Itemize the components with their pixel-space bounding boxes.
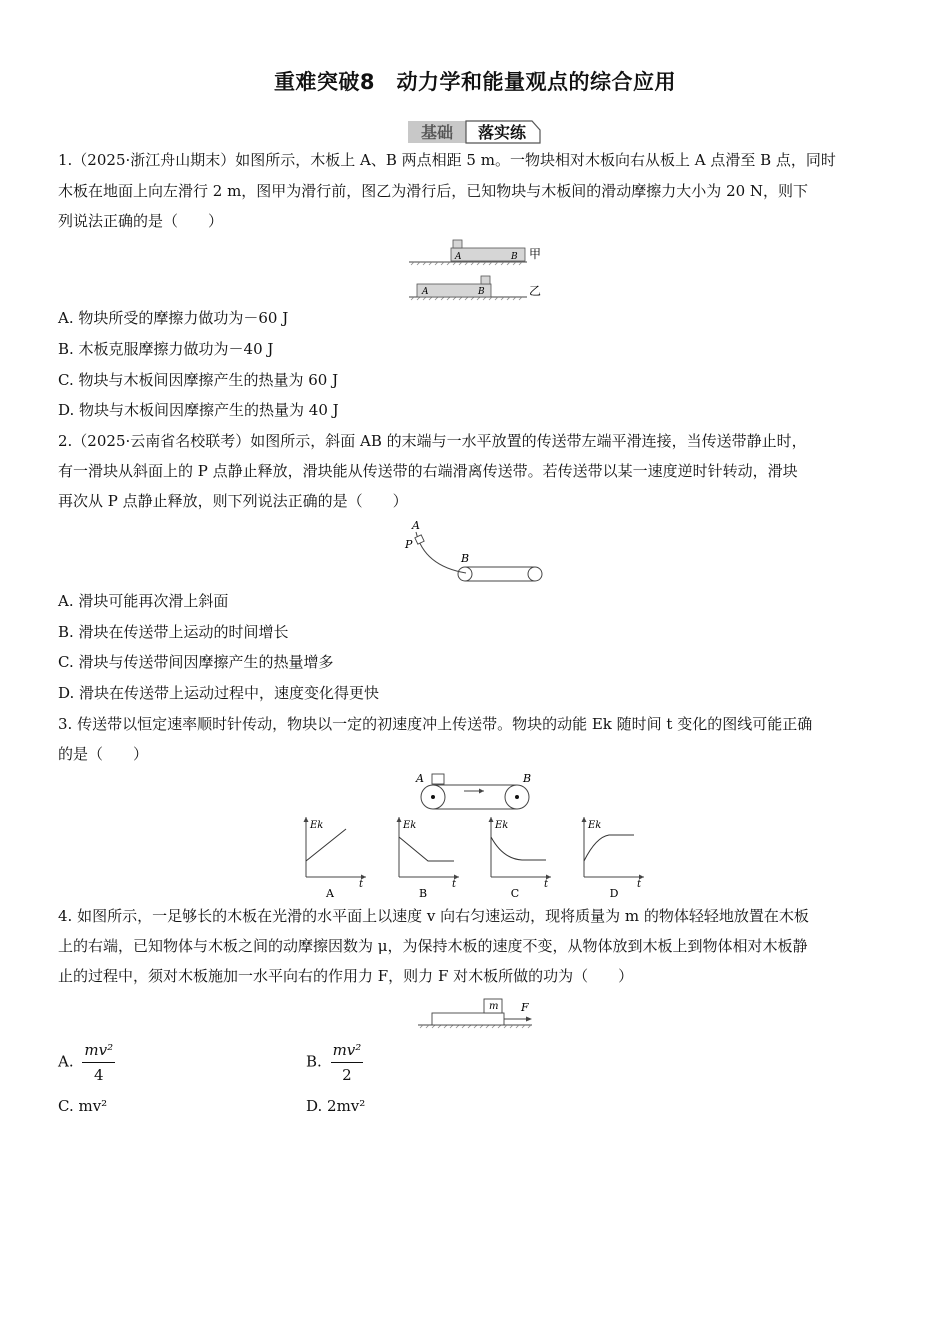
q3-graph-b-name: B	[418, 887, 428, 900]
q4-option-b-fraction	[331, 1040, 364, 1085]
q4-option-b-prefix: B.	[306, 1052, 322, 1071]
q2-label-p: P	[405, 538, 413, 551]
q3-conveyor-figure	[412, 770, 538, 814]
q4-label-m: m	[489, 1001, 499, 1012]
q3-graph-c-xlabel: t	[544, 879, 549, 890]
q4-option-b[interactable]	[306, 1040, 363, 1085]
q4-option-d[interactable]: D. 2mv²	[306, 1097, 366, 1115]
q1-figure	[405, 236, 555, 302]
q2-line-2: 有一滑块从斜面上的 P 点静止释放，滑块能从传送带的右端滑离传送带。若传送带以某一速度逆时针转动，滑块	[58, 462, 798, 480]
q2-figure	[402, 518, 548, 584]
section-tag	[408, 118, 542, 144]
q3-line-1: 3. 传送带以恒定速率顺时针传动，物块以一定的初速度冲上传送带。物块的动能 Ek 随时间 t 变化的图线可能正确	[58, 715, 813, 733]
q1-option-b[interactable]: B. 木板克服摩擦力做功为－40 J	[58, 340, 274, 358]
q4-option-a[interactable]	[58, 1040, 115, 1085]
q2-line-1: 2.（2025·云南省名校联考）如图所示，斜面 AB 的末端与一水平放置的传送带左端平滑连接，当传送带静止时，	[58, 432, 807, 450]
q4-figure	[414, 994, 540, 1032]
page-title: 重难突破8 动力学和能量观点的综合应用	[273, 70, 677, 94]
q1-line-1: 1.（2025·浙江舟山期末）如图所示，木板上 A、B 两点相距 5 m。一物块相对木板向右从板上 A 点滑至 B 点，同时	[58, 151, 836, 169]
q2-option-a[interactable]: A. 滑块可能再次滑上斜面	[58, 592, 229, 610]
q4-option-a-fraction	[82, 1040, 115, 1085]
q3-graph-b-ylabel: Ek	[403, 820, 417, 831]
q3-graph-b-xlabel: t	[452, 879, 457, 890]
q1-option-a[interactable]: A. 物块所受的摩擦力做功为－60 J	[58, 309, 289, 327]
q4-option-a-prefix: A.	[58, 1052, 74, 1071]
q3-graph-a-name: A	[326, 887, 334, 900]
q3-graph-b[interactable]	[397, 817, 460, 900]
q1-label-b-top: B	[511, 252, 518, 262]
q1-option-c[interactable]: C. 物块与木板间因摩擦产生的热量为 60 J	[58, 371, 339, 389]
q3-graph-c[interactable]	[489, 817, 552, 900]
q3-line-2: 的是（ ）	[58, 745, 149, 763]
q3-graph-d-xlabel: t	[637, 879, 642, 890]
q3-graph-d-ylabel: Ek	[588, 820, 602, 831]
q4-option-a-numerator: mv²	[82, 1040, 115, 1063]
q2-option-d[interactable]: D. 滑块在传送带上运动过程中，速度变化得更快	[58, 684, 380, 702]
q2-option-b[interactable]: B. 滑块在传送带上运动的时间增长	[58, 623, 289, 641]
q4-option-b-numerator: mv²	[331, 1040, 364, 1063]
q2-label-b: B	[461, 552, 470, 565]
q1-label-a-top: A	[455, 252, 462, 262]
q3-graph-a-ylabel: Ek	[310, 820, 324, 831]
q3-graph-c-ylabel: Ek	[495, 820, 509, 831]
q3-graphs	[296, 815, 652, 901]
q3-graph-a-xlabel: t	[359, 879, 364, 890]
q4-line-3: 止的过程中，须对木板施加一水平向右的作用力 F，则力 F 对木板所做的功为（ ）	[58, 967, 634, 985]
q4-line-1: 4. 如图所示，一足够长的木板在光滑的水平面上以速度 v 向右匀速运动，现将质量为 m 的物体轻轻地放置在木板	[58, 907, 809, 925]
q1-line-3: 列说法正确的是（ ）	[58, 212, 224, 230]
q4-label-f: F	[521, 1001, 529, 1014]
q3-graph-d[interactable]	[582, 817, 645, 900]
q2-label-a: A	[412, 519, 420, 532]
q2-line-3: 再次从 P 点静止释放，则下列说法正确的是（ ）	[58, 492, 408, 510]
q1-line-2: 木板在地面上向左滑行 2 m，图甲为滑行前，图乙为滑行后，已知物块与木板间的滑动摩擦力大小为 20 N，则下	[58, 182, 809, 200]
q4-option-b-denominator: 2	[342, 1066, 352, 1084]
section-tag-right: 落实练	[477, 123, 527, 142]
q1-label-jia: 甲	[529, 247, 542, 261]
q3-graph-c-name: C	[510, 887, 520, 900]
section-tag-left: 基础	[420, 123, 454, 142]
q4-line-2: 上的右端，已知物体与木板之间的动摩擦因数为 μ，为保持木板的速度不变，从物体放到木板上到物体相对木板静	[58, 937, 808, 955]
q1-label-b-bottom: B	[478, 287, 485, 297]
q4-option-a-denominator: 4	[93, 1066, 104, 1084]
q3-label-b: B	[523, 772, 532, 785]
q3-graph-a[interactable]	[304, 817, 367, 900]
q3-graph-d-name: D	[609, 887, 619, 900]
q1-label-yi: 乙	[529, 284, 542, 298]
q1-label-a-bottom: A	[422, 287, 429, 297]
q4-option-c[interactable]: C. mv²	[58, 1097, 108, 1115]
q1-option-d[interactable]: D. 物块与木板间因摩擦产生的热量为 40 J	[58, 401, 339, 419]
q2-option-c[interactable]: C. 滑块与传送带间因摩擦产生的热量增多	[58, 653, 334, 671]
q3-label-a: A	[416, 772, 424, 785]
